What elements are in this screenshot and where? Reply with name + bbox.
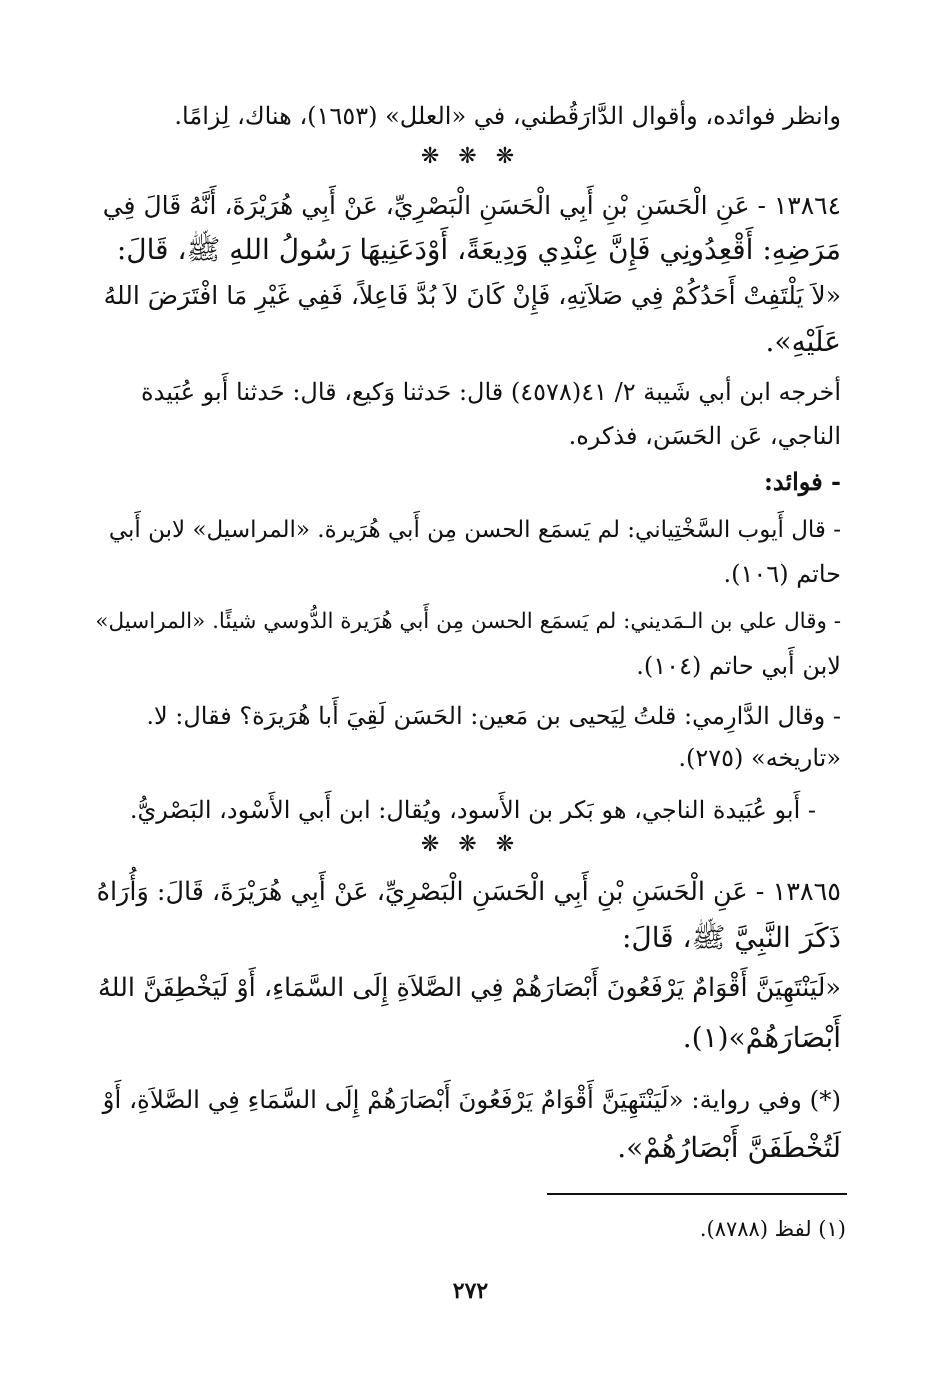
hadith-text: أَبْصَارَهُمْ»(١). — [682, 1021, 841, 1054]
text-line: وانظر فوائده، وأقوال الدَّارَقُطني، في «العلل» (١٦٥٣)، هناك، لِزامًا. — [174, 102, 841, 130]
hadith-text: «لَيَنْتَهِيَنَّ أَقْوَامٌ يَرْفَعُونَ أَبْصَارَهُمْ فِي الصَّلاَةِ إِلَى السَّمَاءِ، أَوْ لَيَخْطِفَنَّ اللهُ — [98, 973, 841, 1003]
hadith-text: ذَكَرَ النَّبِيَّ ﷺ، قَالَ: — [621, 921, 841, 954]
footnote-rule — [547, 1193, 847, 1195]
takhrij-text: الناجي، عَن الحَسَن، فذكره. — [568, 422, 841, 450]
benefit-text: - قال أَيوب السَّخْتِياني: لم يَسمَع الحسن مِن أَبي هُرَيرة. «المراسيل» لابن أَبي — [108, 517, 841, 543]
benefit-text: - أَبو عُبَيدة الناجي، هو بَكر بن الأَسود، ويُقال: ابن أَبي الأَسْود، البَصْريُّ. — [129, 796, 816, 824]
section-separator: ❋ ❋ ❋ — [420, 832, 521, 857]
benefit-text: - وقال علي بن الـمَديني: لم يَسمَع الحسن مِن أَبي هُرَيرة الدُّوسي شيئًا. «المراسيل» — [95, 609, 841, 634]
footnote: (١) لفظ (٨٧٨٨). — [699, 1217, 846, 1241]
benefits-heading: - فوائد: — [764, 467, 841, 496]
hadith-text: مَرَضِهِ: أَقْعِدُونِي فَإِنَّ عِنْدِي وَدِيعَةً، أَوْدَعَنِيهَا رَسُولُ اللهِ ﷺ، قَالَ: — [116, 233, 841, 266]
page-number: ٢٧٢ — [452, 1278, 489, 1304]
benefit-text: «تاريخه» (٢٧٥). — [678, 744, 841, 772]
benefit-text: حاتم (١٠٦). — [723, 560, 841, 588]
hadith-variant: (*) وفي رواية: «لَيَنْتَهِيَنَّ أَقْوَامٌ يَرْفَعُونَ أَبْصَارَهُمْ إِلَى السَّمَاءِ فِي الصَّلاَةِ، أَوْ — [102, 1085, 841, 1114]
benefit-text: لابن أَبي حاتم (١٠٤). — [636, 652, 841, 680]
hadith-heading-13865: ١٣٨٦٥ - عَنِ الْحَسَنِ بْنِ أَبِي الْحَسَنِ الْبَصْرِيِّ، عَنْ أَبِي هُرَيْرَةَ، قَالَ: وَأُرَاهُ — [96, 877, 841, 907]
hadith-text: عَلَيْهِ». — [765, 325, 841, 358]
benefit-text: - وقال الدَّارِمي: قلتُ لِيَحيى بن مَعين: الحَسَن لَقِيَ أَبا هُرَيرَة؟ فقال: لا. — [146, 702, 841, 730]
takhrij-text: أخرجه ابن أبي شَيبة ٢/ ٤١(٤٥٧٨) قال: حَدثنا وَكيع، قال: حَدثنا أَبو عُبَيدة — [141, 378, 841, 406]
section-separator: ❋ ❋ ❋ — [420, 144, 521, 169]
hadith-variant: لَتُخْطَفَنَّ أَبْصَارُهُمْ». — [617, 1131, 841, 1164]
hadith-heading-13864: ١٣٨٦٤ - عَنِ الْحَسَنِ بْنِ أَبِي الْحَسَنِ الْبَصْرِيِّ، عَنْ أَبِي هُرَيْرَةَ، أَنَّهُ قَالَ فِي — [102, 191, 841, 220]
hadith-text: «لاَ يَلْتَفِتْ أَحَدُكُمْ فِي صَلاَتِهِ، فَإِنْ كَانَ لاَ بُدَّ فَاعِلاً، فَفِي غَيْرِ مَا افْتَرَضَ اللهُ — [103, 281, 841, 310]
